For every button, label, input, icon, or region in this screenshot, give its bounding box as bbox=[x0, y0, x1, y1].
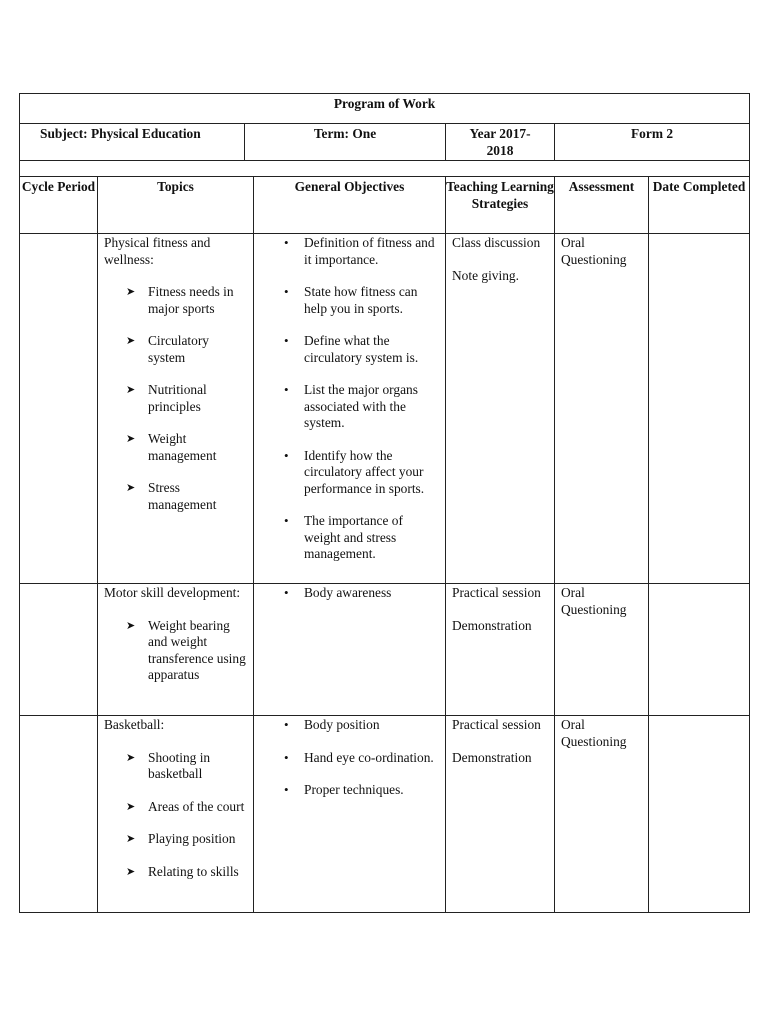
bullet-icon: • bbox=[284, 749, 289, 765]
subtopic-text: Shooting in basketball bbox=[148, 749, 211, 781]
strategies-cell bbox=[446, 584, 555, 716]
cycle-period-cell bbox=[20, 584, 98, 716]
bullet-icon: • bbox=[284, 447, 289, 463]
assessment-cell: Oral Questioning bbox=[555, 234, 649, 584]
arrow-bullet-icon: ➤ bbox=[126, 619, 136, 632]
objective-list bbox=[260, 585, 439, 602]
objective-item bbox=[260, 513, 439, 563]
bullet-icon: • bbox=[284, 235, 289, 250]
table-row bbox=[20, 234, 750, 584]
table-row bbox=[20, 584, 750, 716]
date-completed-cell bbox=[649, 584, 750, 716]
subtopic-text: Weight management bbox=[148, 431, 217, 463]
subtopic-list bbox=[104, 284, 247, 513]
objective-text: Definition of fitness and it importance. bbox=[304, 235, 435, 267]
subtopic-item bbox=[104, 333, 247, 366]
subject-label: Subject: Physical Education bbox=[20, 124, 245, 160]
bullet-icon: • bbox=[284, 585, 289, 600]
cycle-period-cell bbox=[20, 716, 98, 913]
subtopic-text: Weight bearing and weight transference using apparatus bbox=[148, 617, 246, 682]
arrow-bullet-icon: ➤ bbox=[126, 833, 136, 845]
objective-text: The importance of weight and stress management. bbox=[304, 513, 403, 561]
subtopic-text: Playing position bbox=[148, 831, 236, 846]
objective-text: Body awareness bbox=[304, 585, 392, 600]
subtopic-item bbox=[104, 831, 247, 848]
subtopic-item bbox=[104, 284, 247, 317]
col-header-assessment: Assessment bbox=[555, 177, 649, 234]
objective-list bbox=[260, 717, 439, 799]
subtopic-item bbox=[104, 382, 247, 415]
document-title: Program of Work bbox=[20, 94, 750, 124]
bullet-icon: • bbox=[284, 382, 289, 397]
col-header-cycle-period: Cycle Period bbox=[20, 177, 98, 234]
strategies-cell bbox=[446, 716, 555, 913]
objective-item bbox=[260, 448, 439, 498]
subtopic-text: Stress management bbox=[148, 480, 217, 512]
subtopic-text: Relating to skills bbox=[148, 863, 239, 879]
strategy-text: Class discussion bbox=[452, 235, 541, 250]
topic-title: Physical fitness and wellness: bbox=[104, 235, 211, 267]
strategy-text: Note giving. bbox=[452, 267, 519, 283]
objectives-cell bbox=[254, 584, 446, 716]
subtopic-item bbox=[104, 864, 247, 881]
bullet-icon: • bbox=[284, 333, 289, 348]
cycle-period-cell bbox=[20, 234, 98, 584]
col-header-date-completed: Date Completed bbox=[649, 177, 750, 234]
subtopic-item bbox=[104, 480, 247, 513]
strategy-text: Practical session bbox=[452, 717, 541, 732]
topic-title: Motor skill development: bbox=[104, 585, 241, 600]
table-row bbox=[20, 716, 750, 913]
program-of-work-document bbox=[19, 93, 749, 913]
objective-text: Hand eye co-ordination. bbox=[304, 749, 434, 765]
objective-item bbox=[260, 717, 439, 734]
topic-title: Basketball: bbox=[104, 717, 165, 732]
topics-cell bbox=[98, 716, 254, 913]
arrow-bullet-icon: ➤ bbox=[126, 482, 136, 494]
objective-item bbox=[260, 284, 439, 317]
subtopic-item bbox=[104, 799, 247, 816]
arrow-bullet-icon: ➤ bbox=[126, 335, 136, 347]
assessment-cell: Oral Questioning bbox=[555, 716, 649, 913]
objective-item bbox=[260, 382, 439, 432]
objective-text: Proper techniques. bbox=[304, 782, 404, 797]
subtopic-list bbox=[104, 618, 247, 684]
program-table bbox=[19, 93, 750, 913]
subtopic-text: Areas of the court bbox=[148, 798, 245, 814]
arrow-bullet-icon: ➤ bbox=[126, 384, 136, 396]
bullet-icon: • bbox=[284, 513, 289, 528]
strategies-cell bbox=[446, 234, 555, 584]
arrow-bullet-icon: ➤ bbox=[126, 865, 136, 878]
strategy-text: Practical session bbox=[452, 585, 541, 600]
arrow-bullet-icon: ➤ bbox=[126, 286, 136, 298]
strategy-text: Demonstration bbox=[452, 749, 532, 765]
objective-list bbox=[260, 235, 439, 563]
topics-cell bbox=[98, 584, 254, 716]
subtopic-list bbox=[104, 750, 247, 881]
subtopic-item bbox=[104, 750, 247, 783]
subtopic-text: Nutritional principles bbox=[148, 382, 207, 414]
arrow-bullet-icon: ➤ bbox=[126, 751, 136, 764]
subtopic-item bbox=[104, 431, 247, 464]
objective-item bbox=[260, 235, 439, 268]
objective-item bbox=[260, 750, 439, 767]
bullet-icon: • bbox=[284, 284, 289, 299]
objective-item bbox=[260, 333, 439, 366]
strategy-text: Demonstration bbox=[452, 617, 532, 633]
objectives-cell bbox=[254, 716, 446, 913]
subtopic-item bbox=[104, 618, 247, 684]
objective-text: List the major organs associated with the system. bbox=[304, 382, 418, 430]
objective-text: Identify how the circulatory affect your performance in sports. bbox=[304, 447, 425, 496]
arrow-bullet-icon: ➤ bbox=[126, 800, 136, 813]
form-label: Form 2 bbox=[555, 124, 750, 161]
bullet-icon: • bbox=[284, 782, 289, 797]
subtopic-text: Fitness needs in major sports bbox=[148, 284, 234, 316]
bullet-icon: • bbox=[284, 717, 289, 732]
subtopic-text: Circulatory system bbox=[148, 333, 209, 365]
objectives-cell bbox=[254, 234, 446, 584]
assessment-cell: Oral Questioning bbox=[555, 584, 649, 716]
arrow-bullet-icon: ➤ bbox=[126, 433, 136, 445]
spacer-row bbox=[20, 161, 750, 177]
topics-cell bbox=[98, 234, 254, 584]
col-header-topics: Topics bbox=[98, 177, 254, 234]
date-completed-cell bbox=[649, 716, 750, 913]
objective-text: Body position bbox=[304, 717, 380, 732]
objective-item bbox=[260, 585, 439, 602]
date-completed-cell bbox=[649, 234, 750, 584]
year-label: Year 2017-2018 bbox=[446, 124, 555, 161]
col-header-general-objectives: General Objectives bbox=[254, 177, 446, 234]
objective-text: State how fitness can help you in sports. bbox=[304, 284, 418, 316]
col-header-teaching-strategies: Teaching Learning Strategies bbox=[446, 177, 555, 234]
objective-item bbox=[260, 782, 439, 799]
objective-text: Define what the circulatory system is. bbox=[304, 333, 419, 365]
term-label: Term: One bbox=[313, 126, 377, 141]
